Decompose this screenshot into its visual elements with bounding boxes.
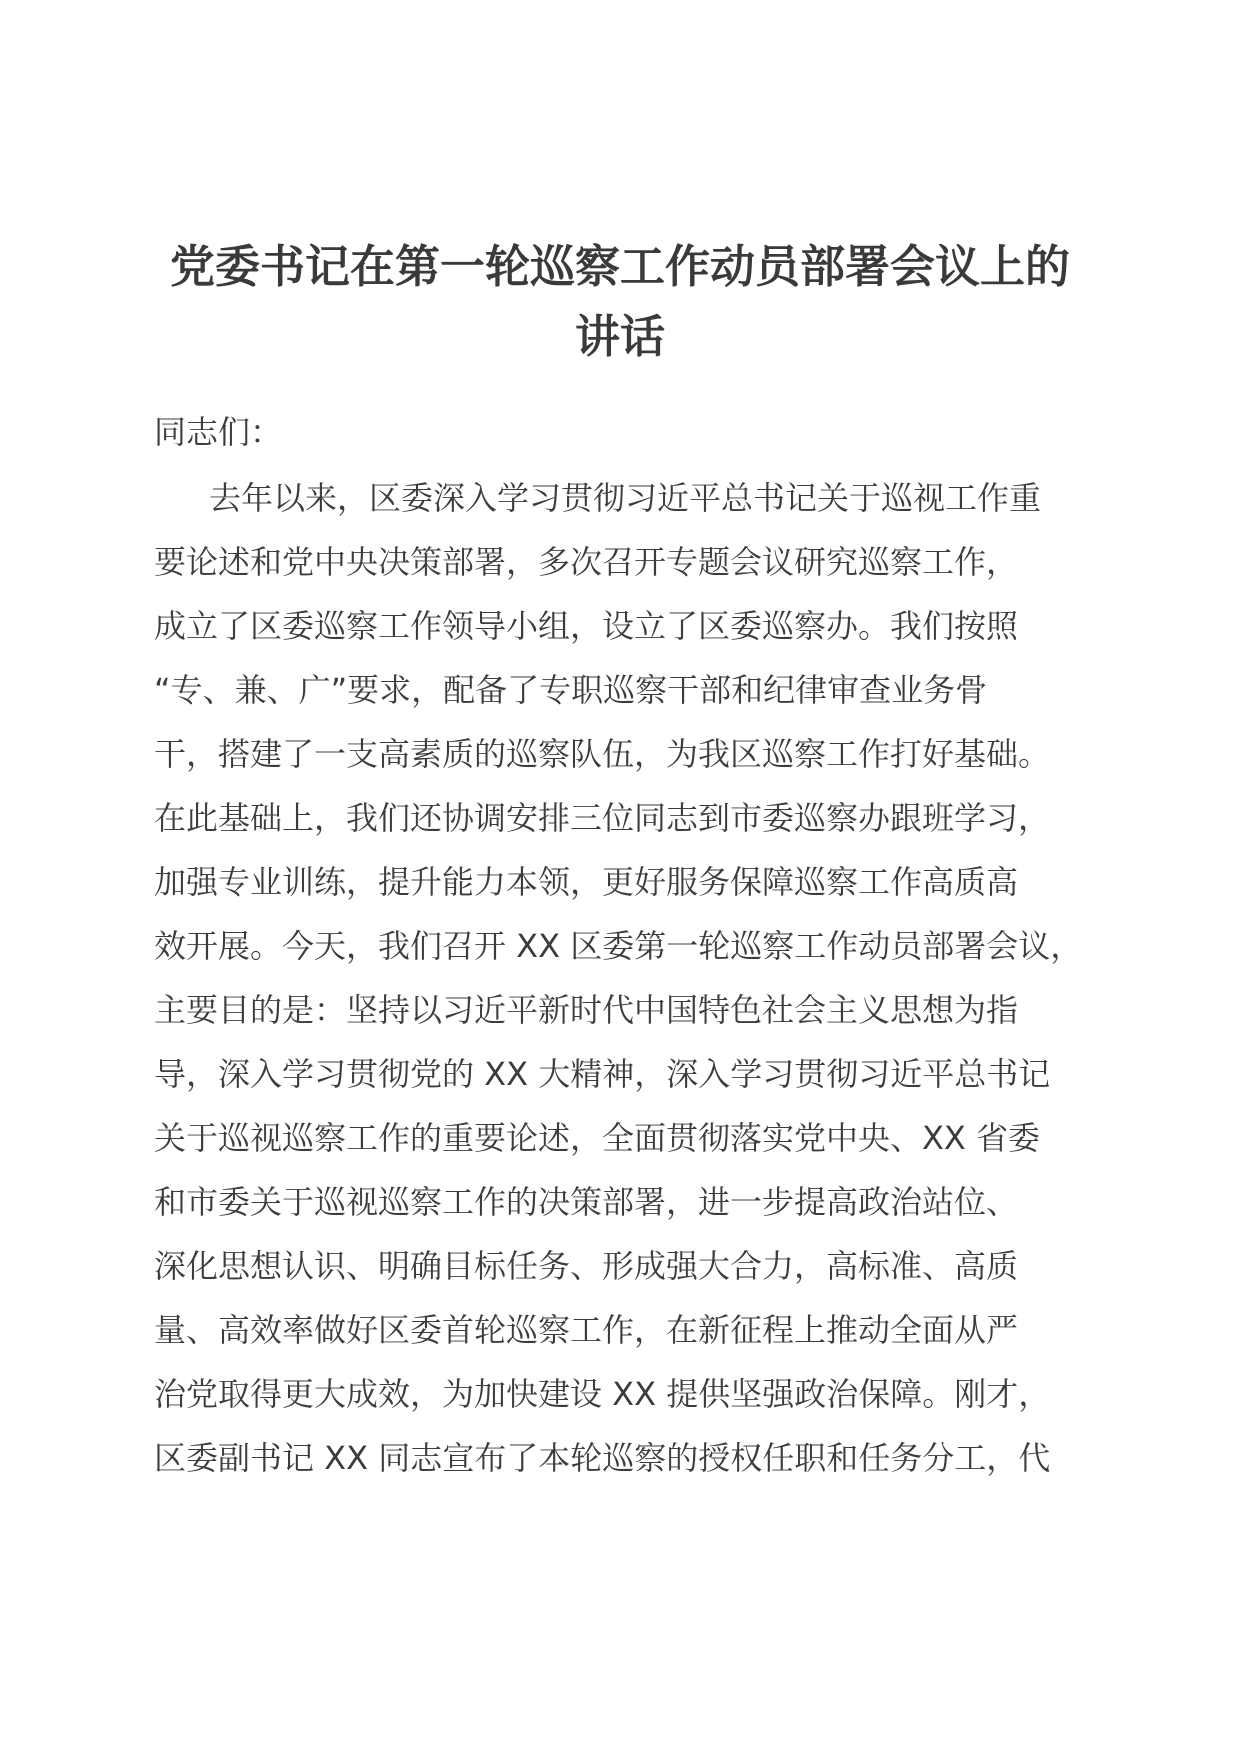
title-line-2: 讲话 [574, 310, 665, 363]
paragraph-line: 关于巡视巡察工作的重要论述，全面贯彻落实党中央、XX 省委 [154, 1119, 1041, 1157]
paragraph-line: “专、兼、广”要求，配备了专职巡察干部和纪律审查业务骨 [154, 671, 988, 709]
paragraph-line: 效开展。今天，我们召开 XX 区委第一轮巡察工作动员部署会议， [154, 927, 1083, 965]
paragraph-line: 治党取得更大成效，为加快建设 XX 提供坚强政治保障。刚才， [154, 1375, 1051, 1413]
paragraph-line: 区委副书记 XX 同志宣布了本轮巡察的授权任职和任务分工，代 [154, 1439, 1051, 1477]
paragraph-line: 导，深入学习贯彻党的 XX 大精神，深入学习贯彻习近平总书记 [154, 1055, 1051, 1093]
paragraph-line: 干，搭建了一支高素质的巡察队伍，为我区巡察工作打好基础。 [154, 735, 1051, 773]
paragraph-line: 量、高效率做好区委首轮巡察工作，在新征程上推动全面从严 [154, 1311, 1019, 1349]
paragraph-line: 在此基础上，我们还协调安排三位同志到市委巡察办跟班学习， [154, 799, 1051, 837]
paragraph-line: 加强专业训练，提升能力本领，更好服务保障巡察工作高质高 [154, 863, 1019, 901]
greeting: 同志们： [154, 413, 283, 451]
document-title [140, 232, 1100, 372]
paragraph-line: 成立了区委巡察工作领导小组，设立了区委巡察办。我们按照 [154, 607, 1019, 645]
paragraph-line: 要论述和党中央决策部署，多次召开专题会议研究巡察工作， [154, 543, 1019, 581]
title-line-1: 党委书记在第一轮巡察工作动员部署会议上的 [169, 240, 1070, 293]
paragraph-line: 深化思想认识、明确目标任务、形成强大合力，高标准、高质 [154, 1247, 1019, 1285]
paragraph-line: 和市委关于巡视巡察工作的决策部署，进一步提高政治站位、 [154, 1183, 1019, 1221]
paragraph-line: 去年以来，区委深入学习贯彻习近平总书记关于巡视工作重 [209, 479, 1042, 517]
document-body [154, 400, 1114, 1490]
paragraph-line: 主要目的是：坚持以习近平新时代中国特色社会主义思想为指 [154, 991, 1019, 1029]
body-paragraph [154, 466, 1114, 1490]
